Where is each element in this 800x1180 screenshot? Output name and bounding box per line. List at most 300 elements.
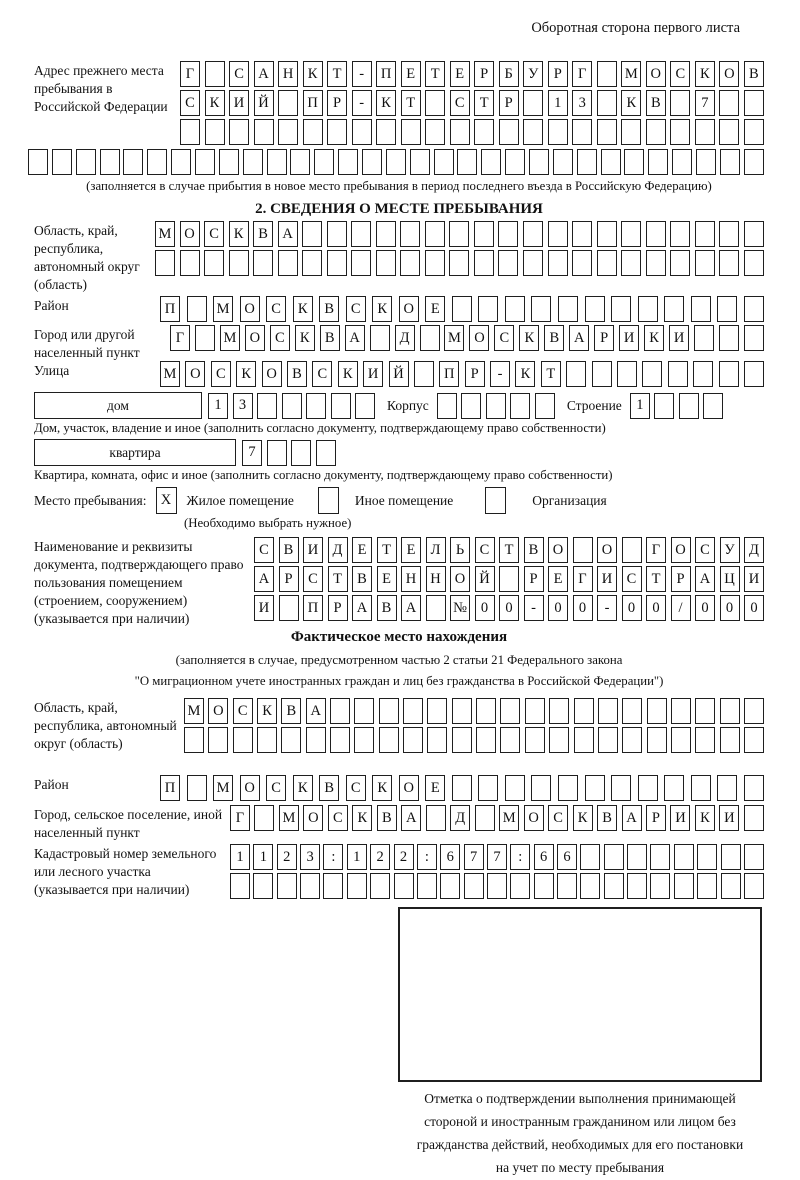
char-box: К <box>519 325 539 351</box>
char-box: А <box>278 221 298 247</box>
char-box: С <box>233 698 253 724</box>
char-box: М <box>184 698 204 724</box>
char-box: С <box>450 90 470 116</box>
char-box <box>719 250 739 276</box>
char-box <box>557 873 577 899</box>
char-box <box>597 250 617 276</box>
char-box <box>642 361 662 387</box>
char-box: 3 <box>233 393 253 419</box>
char-box <box>671 727 691 753</box>
char-box <box>400 221 420 247</box>
char-box <box>744 119 764 145</box>
char-box <box>28 149 48 175</box>
char-box: О <box>597 537 617 563</box>
char-box <box>302 250 322 276</box>
char-box: - <box>352 61 372 87</box>
char-box <box>257 393 277 419</box>
char-box <box>721 873 741 899</box>
char-box <box>205 61 225 87</box>
char-box <box>314 149 334 175</box>
char-box: С <box>670 61 690 87</box>
actual-district-label: Район <box>34 777 69 792</box>
char-box <box>548 119 568 145</box>
char-box: В <box>377 595 397 621</box>
char-box <box>691 296 711 322</box>
char-box: Н <box>401 566 421 592</box>
stamp-caption-line4: на учет по месту пребывания <box>495 1160 665 1175</box>
char-box <box>510 393 530 419</box>
cadastral-boxes-line2 <box>230 873 764 899</box>
char-box <box>670 221 690 247</box>
char-box: К <box>376 90 396 116</box>
char-box <box>648 149 668 175</box>
char-box <box>370 325 390 351</box>
char-box <box>376 250 396 276</box>
char-box <box>76 149 96 175</box>
char-box <box>499 119 519 145</box>
char-box: Г <box>573 566 593 592</box>
char-box: Е <box>377 566 397 592</box>
char-box <box>230 873 250 899</box>
char-box <box>303 119 323 145</box>
actual-location-title: Фактическое место нахождения <box>290 629 508 645</box>
char-box: В <box>287 361 307 387</box>
district-label: Район <box>34 298 69 313</box>
char-box <box>323 873 343 899</box>
char-box <box>695 250 715 276</box>
char-box: Т <box>646 566 666 592</box>
char-box: Т <box>401 90 421 116</box>
char-box: Е <box>401 61 421 87</box>
char-box <box>720 727 740 753</box>
char-box: И <box>744 566 764 592</box>
char-box: Р <box>671 566 691 592</box>
residence-checkbox-other <box>318 487 339 514</box>
char-box <box>744 698 764 724</box>
char-box <box>744 775 764 801</box>
char-box <box>204 250 224 276</box>
char-box: Т <box>499 537 519 563</box>
char-box <box>302 221 322 247</box>
actual-location-note-line1: (заполняется в случае, предусмотренном частью 2 статьи 21 Федерального закона <box>175 653 623 667</box>
actual-city-label: Город, сельское поселение, иной населенный пункт <box>34 807 223 840</box>
char-box: С <box>229 61 249 87</box>
char-box <box>355 393 375 419</box>
char-box: 7 <box>695 90 715 116</box>
char-box: 3 <box>300 844 320 870</box>
char-box: Д <box>328 537 348 563</box>
char-box <box>351 221 371 247</box>
residence-label: Место пребывания: <box>34 492 147 508</box>
char-box: - <box>524 595 544 621</box>
char-box: 3 <box>572 90 592 116</box>
char-box <box>679 393 699 419</box>
char-box <box>205 119 225 145</box>
prev-address-boxes-line2 <box>180 90 764 116</box>
char-box <box>505 149 525 175</box>
char-box: 2 <box>394 844 414 870</box>
char-box: В <box>744 61 764 87</box>
char-box <box>440 873 460 899</box>
char-box: М <box>499 805 519 831</box>
char-box <box>719 90 739 116</box>
char-box <box>267 440 287 466</box>
char-box <box>180 119 200 145</box>
char-box: Д <box>450 805 470 831</box>
char-box <box>401 119 421 145</box>
char-box <box>744 873 764 899</box>
char-box <box>426 805 446 831</box>
char-box <box>474 250 494 276</box>
char-box <box>650 873 670 899</box>
char-box: 0 <box>720 595 740 621</box>
char-box <box>744 296 764 322</box>
char-box <box>693 361 713 387</box>
char-box <box>592 361 612 387</box>
char-box <box>278 119 298 145</box>
char-box <box>195 149 215 175</box>
char-box <box>478 296 498 322</box>
char-box: М <box>621 61 641 87</box>
char-box: С <box>346 775 366 801</box>
char-box: Р <box>594 325 614 351</box>
char-box: Т <box>328 566 348 592</box>
char-box <box>351 250 371 276</box>
char-box: В <box>319 775 339 801</box>
apartment-widebox: квартира <box>34 439 236 466</box>
street-boxes <box>160 361 764 387</box>
char-box: Д <box>395 325 415 351</box>
char-box <box>719 325 739 351</box>
char-box: С <box>494 325 514 351</box>
char-box <box>457 149 477 175</box>
char-box <box>671 698 691 724</box>
char-box <box>548 250 568 276</box>
actual-region-boxes-line1 <box>184 698 764 724</box>
document-row <box>34 537 764 626</box>
prev-address-note: (заполняется в случае прибытия в новое место пребывания в период последнего въезда в Российскую Федерацию) <box>86 179 712 193</box>
char-box <box>434 149 454 175</box>
char-box <box>427 727 447 753</box>
apartment-caption: Квартира, комната, офис и иное (заполнить согласно документу, подтверждающему право собственности) <box>34 468 613 482</box>
char-box <box>664 296 684 322</box>
char-box: А <box>569 325 589 351</box>
char-box <box>585 775 605 801</box>
char-box <box>668 361 688 387</box>
char-box <box>720 149 740 175</box>
city-row <box>34 325 764 360</box>
char-box: И <box>303 537 323 563</box>
char-box: Ь <box>450 537 470 563</box>
char-box: И <box>669 325 689 351</box>
char-box: Е <box>425 296 445 322</box>
char-box <box>475 805 495 831</box>
char-box <box>187 775 207 801</box>
char-box <box>100 149 120 175</box>
char-box <box>744 727 764 753</box>
char-box: Й <box>475 566 495 592</box>
char-box: Е <box>548 566 568 592</box>
char-box: В <box>319 296 339 322</box>
char-box <box>580 844 600 870</box>
cadastral-label: Кадастровый номер земельного или лесного участка (указывается при наличии) <box>34 846 217 897</box>
char-box <box>650 844 670 870</box>
char-box: В <box>597 805 617 831</box>
char-box: Р <box>328 595 348 621</box>
document-boxes-line2 <box>254 566 764 592</box>
char-box <box>123 149 143 175</box>
char-box: А <box>401 595 421 621</box>
char-box <box>452 698 472 724</box>
char-box <box>646 119 666 145</box>
char-box: У <box>720 537 740 563</box>
char-box <box>327 250 347 276</box>
residence-type-row <box>34 487 764 514</box>
char-box <box>187 296 207 322</box>
char-box: С <box>475 537 495 563</box>
char-box <box>370 873 390 899</box>
char-box <box>558 775 578 801</box>
char-box: С <box>270 325 290 351</box>
char-box: А <box>352 595 372 621</box>
char-box: Т <box>474 90 494 116</box>
char-box: 0 <box>744 595 764 621</box>
char-box: С <box>548 805 568 831</box>
char-box: С <box>622 566 642 592</box>
char-box: К <box>293 296 313 322</box>
char-box: Т <box>425 61 445 87</box>
char-box: С <box>204 221 224 247</box>
char-box <box>478 775 498 801</box>
char-box <box>474 221 494 247</box>
char-box <box>622 698 642 724</box>
char-box <box>638 775 658 801</box>
char-box <box>219 149 239 175</box>
char-box: М <box>213 296 233 322</box>
char-box <box>379 727 399 753</box>
char-box: И <box>363 361 383 387</box>
char-box: Й <box>254 90 274 116</box>
char-box: 2 <box>277 844 297 870</box>
char-box: 0 <box>548 595 568 621</box>
char-box <box>601 149 621 175</box>
char-box <box>290 149 310 175</box>
char-box: И <box>254 595 274 621</box>
char-box: К <box>695 61 715 87</box>
char-box <box>437 393 457 419</box>
char-box: 7 <box>464 844 484 870</box>
char-box <box>744 149 764 175</box>
char-box: В <box>279 537 299 563</box>
char-box: К <box>257 698 277 724</box>
char-box: Р <box>465 361 485 387</box>
char-box: Р <box>499 90 519 116</box>
house-number-boxes <box>208 393 375 419</box>
char-box <box>598 698 618 724</box>
char-box <box>300 873 320 899</box>
char-box <box>646 250 666 276</box>
char-box <box>719 221 739 247</box>
char-box: К <box>515 361 535 387</box>
char-box <box>664 775 684 801</box>
char-box: П <box>303 595 323 621</box>
char-box <box>306 393 326 419</box>
char-box <box>627 873 647 899</box>
char-box: Д <box>744 537 764 563</box>
char-box: Г <box>646 537 666 563</box>
char-box <box>638 296 658 322</box>
city-label: Город или другой населенный пункт <box>34 327 140 360</box>
char-box <box>577 149 597 175</box>
char-box <box>147 149 167 175</box>
char-box <box>426 595 446 621</box>
char-box: О <box>646 61 666 87</box>
char-box <box>597 61 617 87</box>
char-box <box>744 844 764 870</box>
char-box <box>499 566 519 592</box>
char-box: П <box>160 296 180 322</box>
char-box <box>611 296 631 322</box>
char-box <box>282 393 302 419</box>
char-box: 1 <box>230 844 250 870</box>
residence-option-dwelling-label: Жилое помещение <box>186 492 294 508</box>
char-box <box>352 119 372 145</box>
char-box: : <box>417 844 437 870</box>
char-box: 7 <box>487 844 507 870</box>
district-boxes <box>160 296 764 322</box>
char-box: Н <box>278 61 298 87</box>
char-box: 1 <box>347 844 367 870</box>
char-box: С <box>328 805 348 831</box>
char-box: 0 <box>622 595 642 621</box>
char-box <box>338 149 358 175</box>
char-box: С <box>346 296 366 322</box>
char-box <box>717 296 737 322</box>
char-box <box>548 221 568 247</box>
stamp-caption-line1: Отметка о подтверждении выполнения принимающей <box>424 1091 736 1106</box>
char-box: 6 <box>557 844 577 870</box>
char-box <box>379 698 399 724</box>
stamp-caption-line2: стороной и иностранным гражданином или лицом без <box>424 1114 736 1129</box>
char-box <box>278 250 298 276</box>
char-box <box>534 873 554 899</box>
char-box: Р <box>327 90 347 116</box>
char-box: О <box>450 566 470 592</box>
char-box: К <box>695 805 715 831</box>
char-box: Е <box>450 61 470 87</box>
char-box: О <box>208 698 228 724</box>
char-box: С <box>180 90 200 116</box>
char-box: М <box>155 221 175 247</box>
char-box <box>195 325 215 351</box>
char-box <box>525 727 545 753</box>
prev-address-boxes-line3 <box>180 119 764 145</box>
char-box <box>744 90 764 116</box>
actual-city-row <box>34 805 764 840</box>
char-box: О <box>240 296 260 322</box>
char-box: Г <box>170 325 190 351</box>
char-box <box>277 873 297 899</box>
char-box <box>279 595 299 621</box>
char-box: Е <box>401 537 421 563</box>
char-box: В <box>253 221 273 247</box>
char-box: И <box>670 805 690 831</box>
char-box: № <box>450 595 470 621</box>
char-box: В <box>352 566 372 592</box>
char-box <box>574 727 594 753</box>
char-box: Ц <box>720 566 740 592</box>
char-box <box>330 698 350 724</box>
char-box: О <box>180 221 200 247</box>
char-box <box>720 698 740 724</box>
char-box <box>691 775 711 801</box>
char-box <box>721 844 741 870</box>
district-row <box>34 296 764 322</box>
char-box <box>414 361 434 387</box>
char-box <box>306 727 326 753</box>
char-box <box>498 221 518 247</box>
char-box <box>627 844 647 870</box>
char-box <box>553 149 573 175</box>
house-row <box>34 392 764 419</box>
char-box: 0 <box>695 595 715 621</box>
city-boxes <box>170 325 764 351</box>
char-box <box>500 727 520 753</box>
char-box <box>531 296 551 322</box>
stamp-caption-line3: гражданства действий, необходимых для его постановки <box>416 1137 744 1152</box>
char-box <box>535 393 555 419</box>
char-box: Л <box>426 537 446 563</box>
section2-title: 2. СВЕДЕНИЯ О МЕСТЕ ПРЕБЫВАНИЯ <box>255 201 543 217</box>
char-box: О <box>185 361 205 387</box>
char-box: М <box>279 805 299 831</box>
char-box <box>505 296 525 322</box>
char-box: К <box>295 325 315 351</box>
char-box <box>573 537 593 563</box>
char-box <box>476 727 496 753</box>
char-box: П <box>303 90 323 116</box>
char-box <box>354 698 374 724</box>
char-box: О <box>719 61 739 87</box>
char-box <box>253 873 273 899</box>
char-box <box>549 727 569 753</box>
char-box: - <box>597 595 617 621</box>
char-box: Н <box>426 566 446 592</box>
char-box <box>452 727 472 753</box>
street-row <box>34 361 764 387</box>
char-box <box>386 149 406 175</box>
char-box: К <box>303 61 323 87</box>
char-box <box>450 119 470 145</box>
char-box <box>703 393 723 419</box>
char-box: А <box>254 566 274 592</box>
char-box <box>403 727 423 753</box>
char-box <box>281 727 301 753</box>
char-box <box>487 873 507 899</box>
document-boxes-line3 <box>254 595 764 621</box>
building-label: Строение <box>566 397 622 413</box>
char-box <box>598 727 618 753</box>
char-box <box>647 698 667 724</box>
char-box <box>523 221 543 247</box>
char-box <box>184 727 204 753</box>
actual-region-boxes-line2 <box>184 727 764 753</box>
char-box: К <box>293 775 313 801</box>
char-box: В <box>646 90 666 116</box>
residence-checkbox-dwelling: X <box>156 487 177 514</box>
char-box: У <box>523 61 543 87</box>
char-box <box>695 119 715 145</box>
